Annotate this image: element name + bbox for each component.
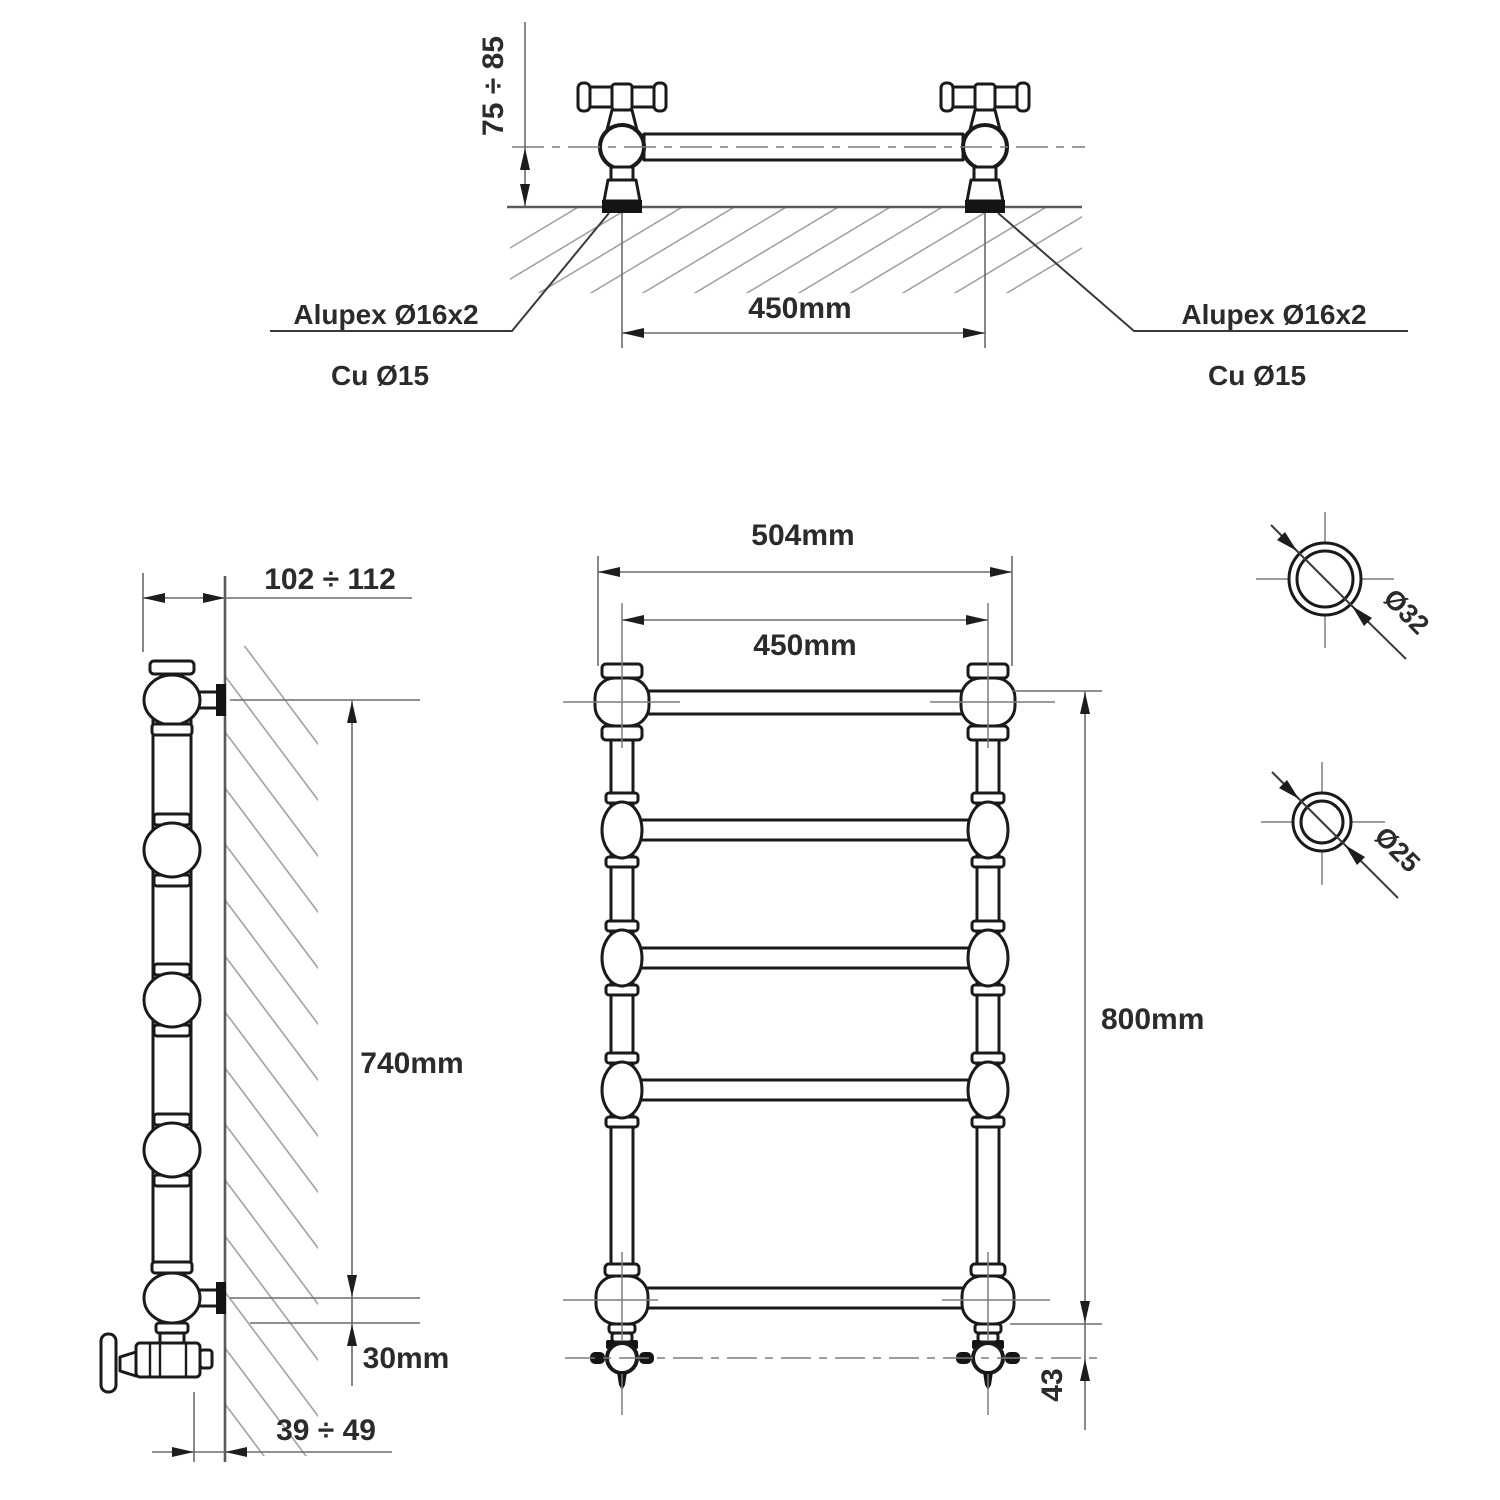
section-upright-tube: [1261, 762, 1426, 898]
side-view-height-label: 740mm: [360, 1047, 464, 1080]
top-view-dim-connection-spacing: [622, 213, 985, 348]
top-view-left-connection: [270, 213, 609, 391]
front-view-rail-1: [648, 691, 962, 714]
right-connection-label-bottom: Cu Ø15: [1207, 360, 1307, 391]
side-view-depth-label: 102 ÷ 112: [264, 563, 396, 596]
front-view-rail-2: [640, 820, 970, 840]
top-view-right-connection: [998, 213, 1408, 391]
side-view-dim-wall-gap: [152, 1392, 392, 1462]
side-view-dim-bracket-spacing: [230, 700, 464, 1386]
section-upright-diameter-label: Ø25: [1368, 820, 1427, 879]
front-view-rail-5: [640, 1288, 970, 1308]
front-view-height-label: 800mm: [1101, 1003, 1205, 1036]
front-view-spacing-label: 450mm: [753, 629, 857, 662]
front-view-rail-3: [640, 948, 970, 968]
side-view-top-bracket: [144, 661, 226, 735]
side-view-dim-bottom-offset: [250, 1323, 449, 1375]
top-view-wall-distance-label: 75 ÷ 85: [477, 36, 510, 136]
front-view-rail-4: [640, 1080, 970, 1100]
side-view-dim-depth: [143, 563, 412, 652]
front-view-width-label: 504mm: [751, 519, 855, 552]
side-view-wall-hatch: [210, 600, 330, 1500]
top-view-spacing-label: 450mm: [748, 292, 852, 325]
side-view-bottom-bracket: [144, 1262, 226, 1343]
right-connection-label-top: Alupex Ø16x2: [1181, 299, 1367, 330]
side-view-valve: [101, 1334, 212, 1392]
front-view-right-upright: [977, 668, 999, 1330]
front-view-dim-valve-offset: [1036, 1359, 1090, 1402]
left-connection-label-bottom: Cu Ø15: [330, 360, 430, 391]
left-connection-label-top: Alupex Ø16x2: [293, 299, 479, 330]
front-view-left-upright: [611, 668, 633, 1330]
side-view-gap-label: 39 ÷ 49: [276, 1414, 376, 1447]
front-view-dim-height: [1010, 691, 1204, 1430]
section-rail-tube: [1256, 512, 1435, 659]
front-view-dim-spacing: [622, 615, 988, 662]
front-view: [563, 519, 1204, 1430]
side-view: [101, 563, 464, 1500]
side-view-offset-label: 30mm: [362, 1342, 450, 1375]
top-view-dim-wall-distance: [477, 22, 530, 207]
section-rail-diameter-label: Ø32: [1377, 582, 1436, 641]
top-view-wall-hatch: [430, 206, 1152, 296]
front-view-valve-offset-label: 43: [1036, 1368, 1069, 1402]
top-view: [270, 22, 1408, 391]
